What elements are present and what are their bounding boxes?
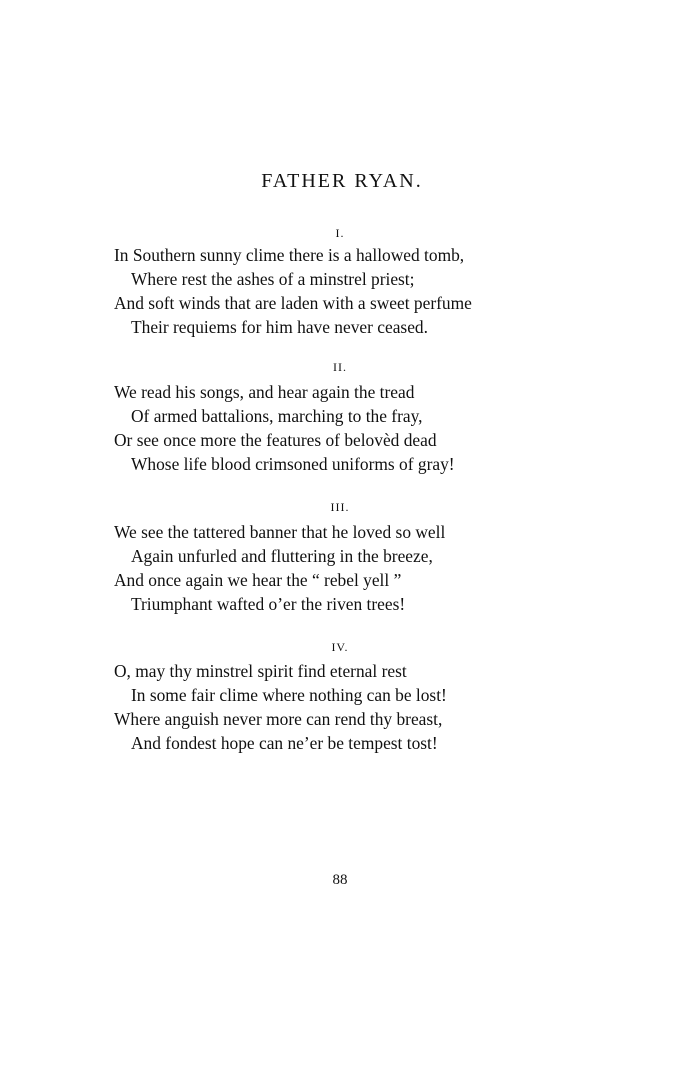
poem-title: FATHER RYAN. (261, 170, 423, 192)
stanza-4-line-3: Where anguish never more can rend thy breast, (114, 709, 443, 729)
stanza-2 (114, 380, 614, 476)
stanza-2-numeral: II. (333, 360, 347, 374)
stanza-2-line-2: Of armed battalions, marching to the fray, (131, 406, 423, 426)
stanza-4 (114, 659, 614, 755)
stanza-4-line-4: And fondest hope can ne’er be tempest tost! (131, 733, 438, 753)
stanza-4-numeral: IV. (331, 640, 349, 654)
stanza-1-numeral: I. (335, 226, 345, 240)
stanza-3-line-1: We see the tattered banner that he loved so well (114, 522, 446, 542)
stanza-3-line-2: Again unfurled and fluttering in the breeze, (131, 546, 433, 566)
stanza-3-line-3: And once again we hear the “ rebel yell ” (114, 570, 402, 590)
stanza-1 (114, 243, 614, 339)
stanza-2-line-1: We read his songs, and hear again the tread (114, 382, 415, 402)
stanza-1-line-4: Their requiems for him have never ceased. (131, 317, 428, 337)
stanza-4-line-1: O, may thy minstrel spirit find eternal rest (114, 661, 407, 681)
stanza-2-line-3: Or see once more the features of belovèd dead (114, 430, 437, 450)
stanza-3-numeral: III. (330, 500, 350, 514)
stanza-1-line-3: And soft winds that are laden with a sweet perfume (114, 293, 472, 313)
stanza-1-line-1: In Southern sunny clime there is a hallowed tomb, (114, 245, 465, 265)
stanza-2-line-4: Whose life blood crimsoned uniforms of gray! (131, 454, 455, 474)
stanza-3-line-4: Triumphant wafted o’er the riven trees! (131, 594, 406, 614)
stanza-1-line-2: Where rest the ashes of a minstrel priest; (131, 269, 415, 289)
page-number: 88 (332, 872, 348, 888)
stanza-3 (114, 520, 614, 616)
stanza-4-line-2: In some fair clime where nothing can be lost! (131, 685, 447, 705)
